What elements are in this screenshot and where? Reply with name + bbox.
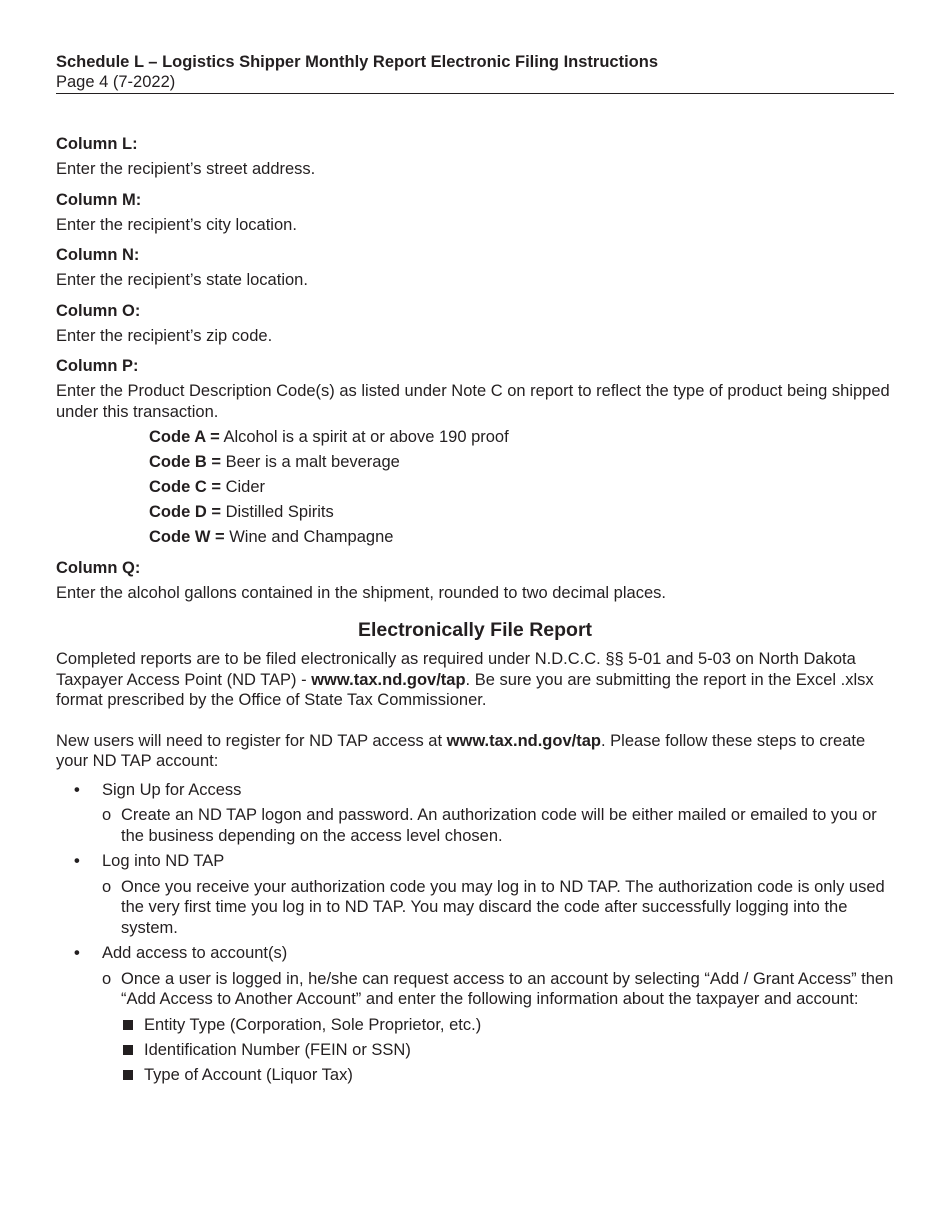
code-description: Distilled Spirits: [225, 503, 334, 521]
column-text: Enter the Product Description Code(s) as listed under Note C on report to reflect the type of product being shipped under this transaction.: [56, 382, 890, 421]
step-detail-text: Once you receive your authorization code you may log in to ND TAP. The authorization code is only used the very first time you log in to ND TAP. You may discard the code after successfully logging into the system.: [121, 877, 885, 937]
column-label: Column L:: [56, 135, 138, 153]
column-instructions: [56, 134, 894, 603]
circle-marker-icon: o: [102, 969, 112, 988]
column-label: Column Q:: [56, 558, 141, 577]
step-title: Log into ND TAP: [102, 852, 225, 870]
bullet-icon: •: [74, 944, 80, 962]
circle-marker-icon: o: [102, 877, 112, 896]
registration-paragraph: [56, 731, 894, 772]
header-rule: [56, 93, 894, 94]
code-key: Code D =: [149, 503, 221, 521]
page-number: Page 4 (7-2022): [56, 73, 176, 91]
column-p-block: [56, 356, 894, 548]
account-info-item: [56, 1065, 894, 1086]
paragraph-text: New users will need to register for ND TAP access at: [56, 731, 447, 750]
account-info-text: Identification Number (FEIN or SSN): [144, 1040, 411, 1059]
product-code-row: [149, 527, 894, 548]
nd-tap-link[interactable]: www.tax.nd.gov/tap: [311, 670, 466, 689]
paragraph-text: Completed reports are to be filed electronically as required under N.D.C.C. §§ 5-01 and 5-03 on North Dakota Taxpayer Access Point (ND TAP) -: [56, 650, 856, 689]
circle-marker-icon: o: [102, 806, 112, 824]
square-bullet-icon: [123, 1070, 133, 1080]
column-text: Enter the recipient’s zip code.: [56, 326, 273, 345]
section-title: Electronically File Report: [357, 619, 593, 641]
product-code-row: [149, 477, 894, 498]
code-description: Cider: [225, 478, 266, 496]
code-description: Alcohol is a spirit at or above 190 proof: [223, 428, 509, 446]
product-code-row: [149, 427, 894, 448]
step-item: [56, 943, 894, 964]
step-item: [56, 780, 894, 801]
column-text: Enter the recipient’s city location.: [56, 215, 297, 234]
column-label: Column N:: [56, 246, 140, 264]
square-bullet-icon: [123, 1020, 133, 1030]
square-bullet-icon: [123, 1045, 133, 1055]
registration-steps: [56, 780, 894, 1086]
filing-paragraph: [56, 649, 894, 711]
column-text: Enter the recipient’s street address.: [56, 160, 316, 178]
document-title: Schedule L – Logistics Shipper Monthly Report Electronic Filing Instructions: [56, 53, 659, 71]
code-key: Code B =: [149, 453, 221, 471]
column-l-block: [56, 134, 894, 180]
step-detail: [56, 969, 894, 1010]
column-text: Enter the alcohol gallons contained in the shipment, rounded to two decimal places.: [56, 583, 666, 602]
step-title: Sign Up for Access: [102, 780, 242, 799]
column-m-block: [56, 190, 894, 236]
paragraph-text: . Please follow these steps to create your ND TAP account:: [56, 731, 866, 770]
column-n-block: [56, 245, 894, 291]
code-key: Code A =: [149, 428, 220, 446]
code-key: Code C =: [149, 478, 221, 496]
step-detail-text: Create an ND TAP logon and password. An authorization code will be either mailed or emailed to you or the business depending on the access level chosen.: [121, 806, 877, 845]
code-description: Wine and Champagne: [229, 528, 394, 546]
bullet-icon: •: [74, 780, 80, 799]
column-label: Column O:: [56, 301, 141, 320]
account-info-item: [56, 1040, 894, 1061]
paragraph-text: . Be sure you are submitting the report in the Excel .xlsx format prescribed by the Office of State Tax Commissioner.: [56, 670, 874, 709]
product-code-row: [149, 502, 894, 523]
nd-tap-link[interactable]: www.tax.nd.gov/tap: [446, 731, 601, 750]
column-label: Column M:: [56, 190, 142, 209]
account-info-text: Entity Type (Corporation, Sole Proprietor, etc.): [144, 1015, 482, 1034]
step-detail: [56, 805, 894, 846]
step-detail-text: Once a user is logged in, he/she can request access to an account by selecting “Add / Grant Access” then “Add Access to Another Account” and enter the following information about the taxpayer and account:: [121, 969, 894, 1008]
product-code-row: [149, 452, 894, 473]
code-key: Code W =: [149, 528, 225, 546]
column-label: Column P:: [56, 357, 139, 375]
step-item: [56, 851, 894, 872]
account-info-item: [56, 1015, 894, 1036]
bullet-icon: •: [74, 852, 80, 870]
column-q-block: [56, 558, 894, 604]
product-code-list: [149, 427, 894, 548]
step-title: Add access to account(s): [102, 944, 288, 962]
column-text: Enter the recipient’s state location.: [56, 271, 308, 289]
column-o-block: [56, 301, 894, 347]
code-description: Beer is a malt beverage: [225, 453, 400, 471]
account-info-text: Type of Account (Liquor Tax): [144, 1065, 353, 1084]
step-detail: [56, 877, 894, 939]
